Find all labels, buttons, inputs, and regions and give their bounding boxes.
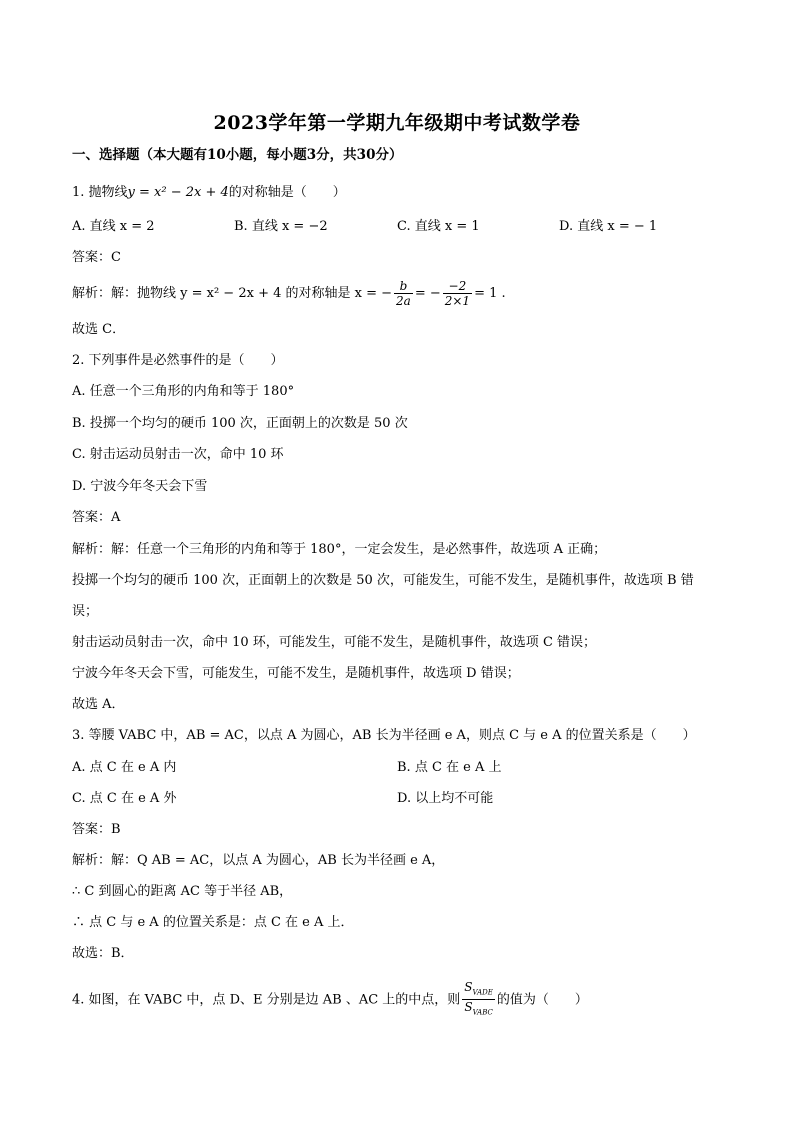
q3-conclusion: 故选：B．	[72, 946, 134, 961]
q3-option-d: D. 以上均不可能	[397, 791, 494, 806]
question-3-stem: 3. 等腰 VABC 中，AB = AC，以点 A 为圆心，AB 长为半径画 e A，则点 C 与 e A 的位置关系是（ ）	[72, 728, 696, 743]
page-title: 2023学年第一学期九年级期中考试数学卷	[213, 112, 581, 134]
q3-option-b: B. 点 C 在 e A 上	[397, 760, 502, 775]
q2-analysis-line: 投掷一个均匀的硬币 100 次，正面朝上的次数是 50 次，可能发生，可能不发生，是随机事件，故选项 B 错	[72, 573, 694, 588]
q2-analysis-line: 射击运动员射击一次，命中 10 环，可能发生，可能不发生，是随机事件，故选项 C 错误；	[72, 635, 597, 650]
q2-analysis-line: 解析：解：任意一个三角形的内角和等于 180°，一定会发生，是必然事件，故选项 A 正确；	[72, 542, 607, 557]
section-heading: 一、选择题（本大题有10小题，每小题3分，共30分）	[72, 147, 403, 163]
q3-option-a: A. 点 C 在 e A 内	[72, 760, 177, 775]
q2-analysis-line: 误；	[72, 604, 99, 619]
q1-option-b: B. 直线 x = −2	[234, 219, 328, 234]
q2-option-b: B. 投掷一个均匀的硬币 100 次，正面朝上的次数是 50 次	[72, 416, 408, 431]
q1-analysis: 解析：解：抛物线 y = x² − 2x + 4 的对称轴是 x = − $\frac{b}{2a}$ = − $\frac{-2}{2\times 1}$ = 1 .	[72, 279, 506, 308]
question-2-stem: 2. 下列事件是必然事件的是（ ）	[72, 353, 284, 368]
q3-answer: 答案：B	[72, 822, 121, 837]
q1-answer: 答案：C	[72, 250, 121, 265]
question-4-stem: 4. 如图，在 VABC 中，点 D、E 分别是边 AB 、AC 上的中点，则 $\frac{S_{VADE}}{S_{VABC}}$ 的值为（ ）	[72, 980, 588, 1020]
question-1-stem: 1. 抛物线y = x² − 2x + 4的对称轴是（ ）	[72, 185, 346, 200]
q1-conclusion: 故选 C．	[72, 322, 126, 337]
q2-option-a: A. 任意一个三角形的内角和等于 180°	[72, 384, 295, 399]
q3-analysis-line: 解析：解：Q AB = AC，以点 A 为圆心，AB 长为半径画 e A，	[72, 853, 445, 868]
fraction: $\frac{-2}{2\times 1}$	[444, 279, 471, 308]
fraction: $\frac{b}{2a}$	[396, 279, 411, 308]
q3-analysis-line: ∴ 点 C 与 e A 的位置关系是：点 C 在 e A 上．	[72, 915, 354, 930]
q2-answer: 答案：A	[72, 510, 121, 525]
q3-option-c: C. 点 C 在 e A 外	[72, 791, 177, 806]
q2-option-d: D. 宁波今年冬天会下雪	[72, 479, 208, 494]
q1-option-d: D. 直线 x = − 1	[559, 219, 658, 234]
q2-option-c: C. 射击运动员射击一次，命中 10 环	[72, 447, 284, 462]
q1-option-a: A. 直线 x = 2	[72, 219, 155, 234]
area-ratio-fraction: $\frac{S_{VADE}}{S_{VABC}}$	[464, 980, 493, 1017]
q1-option-c: C. 直线 x = 1	[397, 219, 480, 234]
formula: y = x² − 2x + 4	[127, 185, 229, 200]
q2-conclusion: 故选 A．	[72, 697, 125, 712]
q3-analysis-line: ∴ C 到圆心的距离 AC 等于半径 AB，	[72, 884, 293, 899]
q2-analysis-line: 宁波今年冬天会下雪，可能发生，可能不发生，是随机事件，故选项 D 错误；	[72, 666, 520, 681]
